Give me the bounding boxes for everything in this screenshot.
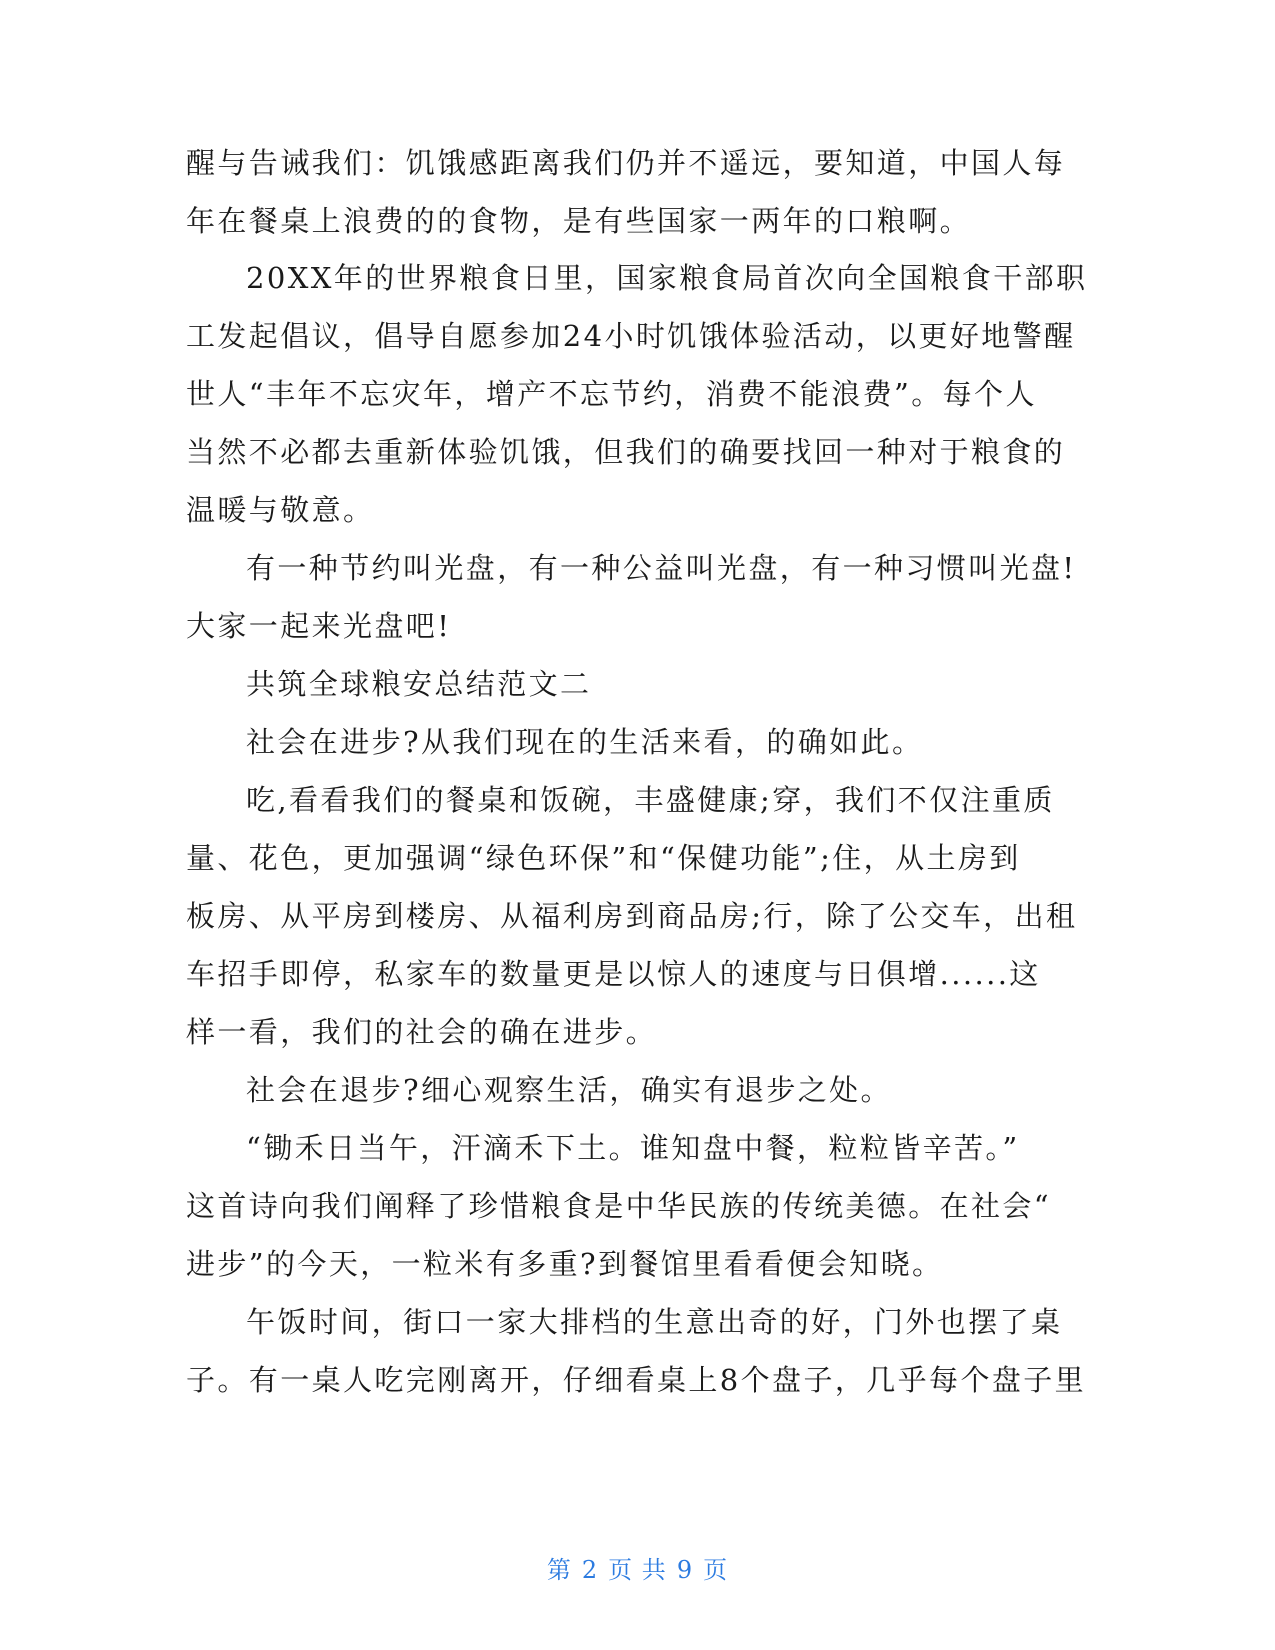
page-middle: 页 共 (608, 1556, 667, 1584)
text-line: 20XX年的世界粮食日里，国家粮食局首次向全国粮食干部职 (246, 261, 1088, 295)
text-line: 进步”的今天，一粒米有多重?到餐馆里看看便会知晓。 (186, 1247, 944, 1281)
text-line: 醒与告诫我们：饥饿感距离我们仍并不遥远，要知道，中国人每 (186, 146, 1066, 180)
text-line: 板房、从平房到楼房、从福利房到商品房;行，除了公交车，出租 (186, 899, 1078, 933)
text-line: 样一看，我们的社会的确在进步。 (186, 1015, 658, 1049)
text-line: “锄禾日当午，汗滴禾下土。谁知盘中餐，粒粒皆辛苦。” (246, 1131, 1020, 1165)
text-line: 有一种节约叫光盘，有一种公益叫光盘，有一种习惯叫光盘! (246, 551, 1077, 585)
text-line: 大家一起来光盘吧! (186, 609, 452, 643)
text-line: 午饭时间，街口一家大排档的生意出奇的好，门外也摆了桌 (246, 1305, 1063, 1339)
page-suffix: 页 (703, 1556, 729, 1584)
text-line: 量、花色，更加强调“绿色环保”和“保健功能”;住，从土房到 (186, 841, 1021, 875)
text-line: 社会在退步?细心观察生活，确实有退步之处。 (246, 1073, 892, 1107)
text-line: 社会在进步?从我们现在的生活来看，的确如此。 (246, 725, 924, 759)
text-line: 温暖与敬意。 (186, 493, 375, 527)
page-footer (0, 1550, 1275, 1585)
text-line: 吃,看看我们的餐桌和饭碗，丰盛健康;穿，我们不仅注重质 (246, 783, 1055, 817)
total-pages: 9 (676, 1556, 694, 1584)
text-line: 这首诗向我们阐释了珍惜粮食是中华民族的传统美德。在社会“ (186, 1189, 1052, 1223)
text-line: 子。有一桌人吃完刚离开，仔细看桌上8个盘子，几乎每个盘子里 (186, 1363, 1087, 1397)
text-line: 工发起倡议，倡导自愿参加24小时饥饿体验活动，以更好地警醒 (186, 319, 1076, 353)
page-number: 2 (581, 1556, 599, 1584)
text-line: 世人“丰年不忘灾年，增产不忘节约，消费不能浪费”。每个人 (186, 377, 1037, 411)
text-line: 当然不必都去重新体验饥饿，但我们的确要找回一种对于粮食的 (186, 435, 1066, 469)
text-line: 年在餐桌上浪费的的食物，是有些国家一两年的口粮啊。 (186, 204, 972, 238)
section-heading: 共筑全球粮安总结范文二 (246, 667, 592, 701)
text-line: 车招手即停，私家车的数量更是以惊人的速度与日俱增......这 (186, 957, 1041, 991)
page-prefix: 第 (546, 1556, 572, 1584)
